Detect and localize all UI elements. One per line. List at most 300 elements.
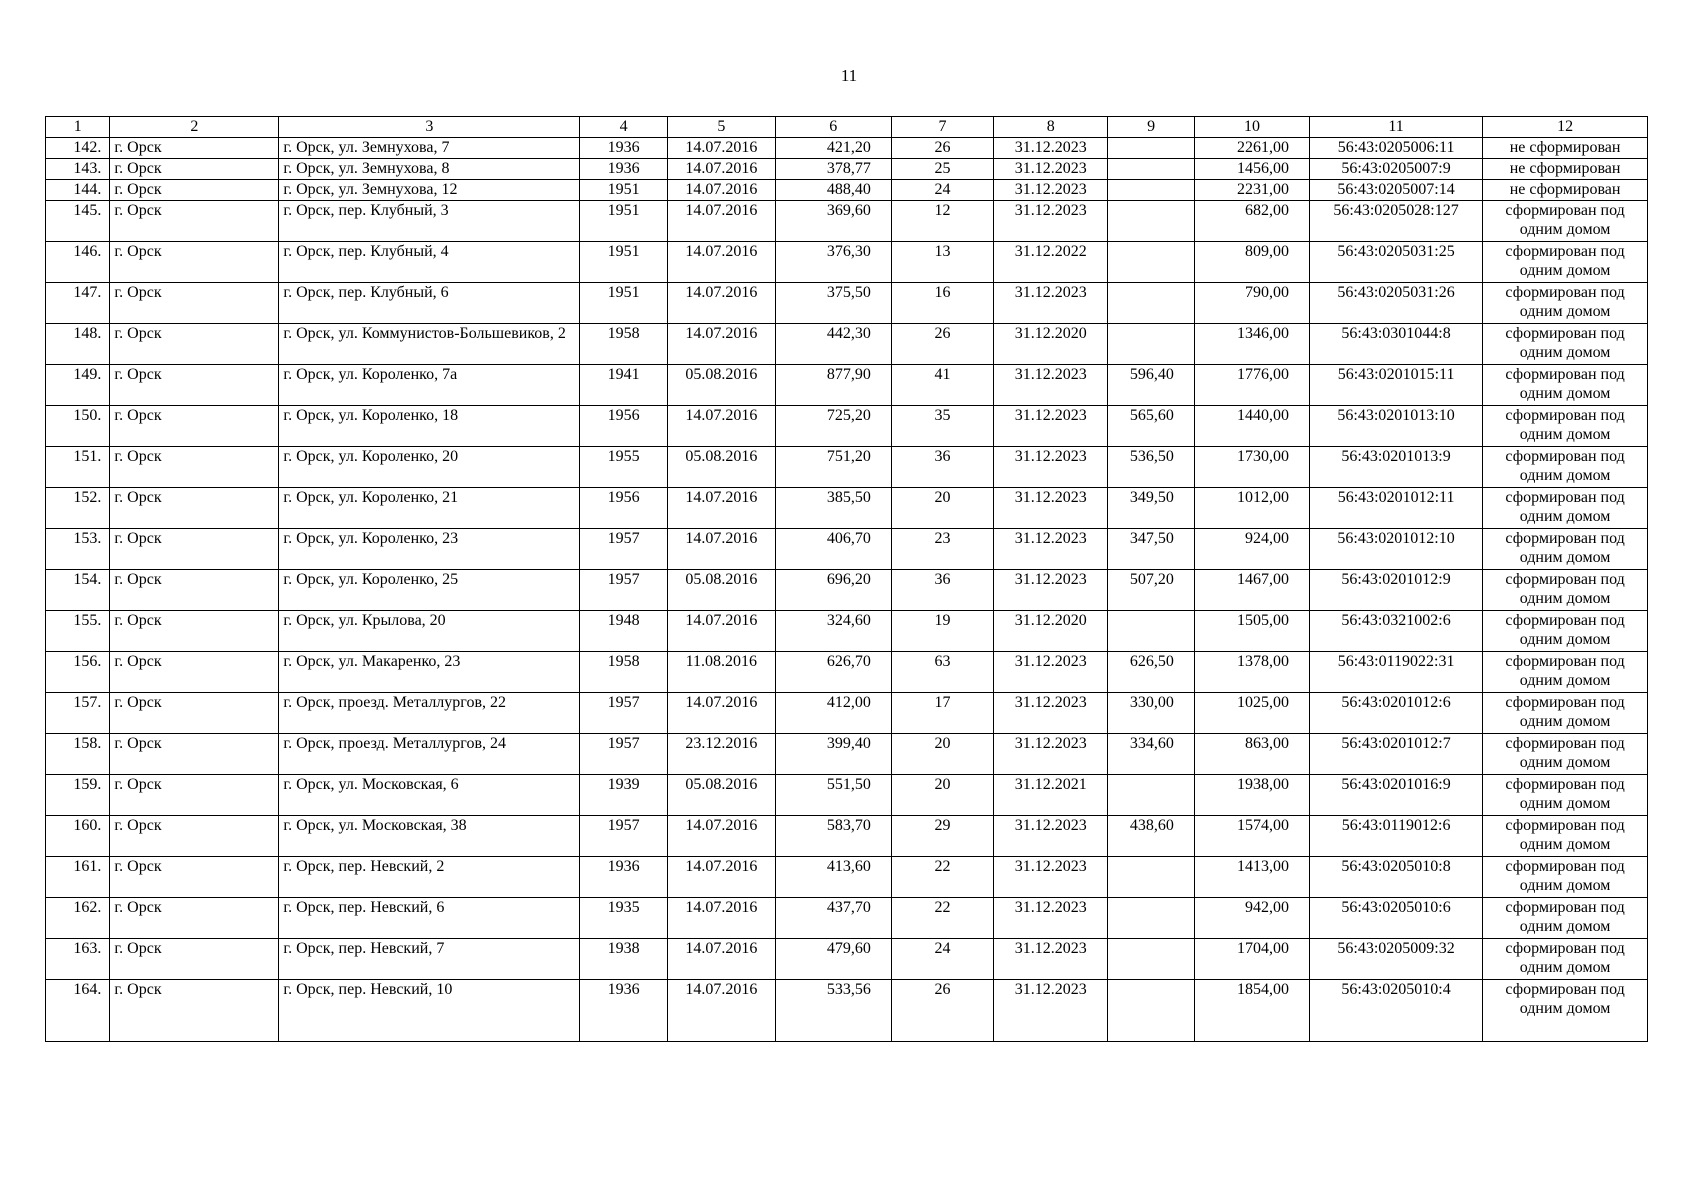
area-cell: 437,70 <box>775 898 891 939</box>
deadline-cell: 31.12.2023 <box>994 939 1108 980</box>
area-cell: 375,50 <box>775 283 891 324</box>
row-number-cell: 142. <box>46 138 110 159</box>
cadastral-number-cell: 56:43:0119022:31 <box>1309 652 1482 693</box>
table-row <box>46 611 1648 652</box>
row-number-cell: 149. <box>46 365 110 406</box>
deadline-cell: 31.12.2023 <box>994 529 1108 570</box>
table-row <box>46 775 1648 816</box>
column-header: 11 <box>1309 117 1482 138</box>
city-cell: г. Орск <box>110 324 279 365</box>
residents-count-cell: 22 <box>891 857 993 898</box>
table-row <box>46 365 1648 406</box>
table-row <box>46 693 1648 734</box>
deadline-cell: 31.12.2023 <box>994 180 1108 201</box>
address-cell: г. Орск, ул. Московская, 38 <box>279 816 580 857</box>
area-cell: 376,30 <box>775 242 891 283</box>
city-cell: г. Орск <box>110 488 279 529</box>
address-cell: г. Орск, ул. Короленко, 18 <box>279 406 580 447</box>
city-cell: г. Орск <box>110 898 279 939</box>
column-9-cell <box>1108 159 1195 180</box>
residents-count-cell: 12 <box>891 201 993 242</box>
residents-count-cell: 36 <box>891 570 993 611</box>
land-area-cell: 863,00 <box>1194 734 1309 775</box>
table-row <box>46 138 1648 159</box>
residents-count-cell: 16 <box>891 283 993 324</box>
residents-count-cell: 17 <box>891 693 993 734</box>
land-area-cell: 1505,00 <box>1194 611 1309 652</box>
land-status-cell: сформирован под одним домом <box>1483 324 1648 365</box>
table-row <box>46 283 1648 324</box>
table-row <box>46 406 1648 447</box>
table-row <box>46 939 1648 980</box>
column-9-cell <box>1108 242 1195 283</box>
address-cell: г. Орск, ул. Коммунистов-Большевиков, 2 <box>279 324 580 365</box>
row-number-cell: 163. <box>46 939 110 980</box>
column-9-cell: 334,60 <box>1108 734 1195 775</box>
address-cell: г. Орск, ул. Короленко, 7а <box>279 365 580 406</box>
city-cell: г. Орск <box>110 939 279 980</box>
city-cell: г. Орск <box>110 138 279 159</box>
table-row <box>46 324 1648 365</box>
land-status-cell: сформирован под одним домом <box>1483 611 1648 652</box>
row-number-cell: 148. <box>46 324 110 365</box>
land-status-cell: сформирован под одним домом <box>1483 857 1648 898</box>
table-row <box>46 734 1648 775</box>
deadline-cell: 31.12.2020 <box>994 324 1108 365</box>
deadline-cell: 31.12.2023 <box>994 201 1108 242</box>
deadline-cell: 31.12.2023 <box>994 857 1108 898</box>
row-number-cell: 156. <box>46 652 110 693</box>
row-number-cell: 151. <box>46 447 110 488</box>
land-status-cell: сформирован под одним домом <box>1483 406 1648 447</box>
land-status-cell: сформирован под одним домом <box>1483 201 1648 242</box>
date-cell: 11.08.2016 <box>667 652 775 693</box>
column-9-cell <box>1108 138 1195 159</box>
area-cell: 412,00 <box>775 693 891 734</box>
land-status-cell: сформирован под одним домом <box>1483 775 1648 816</box>
column-9-cell: 596,40 <box>1108 365 1195 406</box>
table-row <box>46 816 1648 857</box>
land-area-cell: 942,00 <box>1194 898 1309 939</box>
land-status-cell: сформирован под одним домом <box>1483 898 1648 939</box>
table-row <box>46 529 1648 570</box>
cadastral-number-cell: 56:43:0205007:14 <box>1309 180 1482 201</box>
land-area-cell: 1012,00 <box>1194 488 1309 529</box>
city-cell: г. Орск <box>110 529 279 570</box>
area-cell: 421,20 <box>775 138 891 159</box>
column-9-cell: 438,60 <box>1108 816 1195 857</box>
column-9-cell: 565,60 <box>1108 406 1195 447</box>
area-cell: 378,77 <box>775 159 891 180</box>
area-cell: 877,90 <box>775 365 891 406</box>
date-cell: 05.08.2016 <box>667 447 775 488</box>
year-built-cell: 1936 <box>580 138 668 159</box>
cadastral-number-cell: 56:43:0205010:4 <box>1309 980 1482 1042</box>
date-cell: 14.07.2016 <box>667 180 775 201</box>
year-built-cell: 1957 <box>580 529 668 570</box>
date-cell: 14.07.2016 <box>667 324 775 365</box>
year-built-cell: 1957 <box>580 693 668 734</box>
column-header: 3 <box>279 117 580 138</box>
land-status-cell: сформирован под одним домом <box>1483 816 1648 857</box>
land-status-cell: сформирован под одним домом <box>1483 283 1648 324</box>
row-number-cell: 143. <box>46 159 110 180</box>
city-cell: г. Орск <box>110 611 279 652</box>
land-area-cell: 1938,00 <box>1194 775 1309 816</box>
land-area-cell: 682,00 <box>1194 201 1309 242</box>
address-cell: г. Орск, проезд. Металлургов, 24 <box>279 734 580 775</box>
year-built-cell: 1957 <box>580 734 668 775</box>
year-built-cell: 1936 <box>580 857 668 898</box>
year-built-cell: 1951 <box>580 283 668 324</box>
table-row <box>46 652 1648 693</box>
cadastral-number-cell: 56:43:0205006:11 <box>1309 138 1482 159</box>
column-header: 2 <box>110 117 279 138</box>
land-area-cell: 1413,00 <box>1194 857 1309 898</box>
city-cell: г. Орск <box>110 816 279 857</box>
residents-count-cell: 20 <box>891 775 993 816</box>
residents-count-cell: 13 <box>891 242 993 283</box>
date-cell: 14.07.2016 <box>667 857 775 898</box>
column-9-cell <box>1108 180 1195 201</box>
row-number-cell: 154. <box>46 570 110 611</box>
residents-count-cell: 35 <box>891 406 993 447</box>
year-built-cell: 1939 <box>580 775 668 816</box>
address-cell: г. Орск, ул. Короленко, 25 <box>279 570 580 611</box>
date-cell: 14.07.2016 <box>667 488 775 529</box>
address-cell: г. Орск, ул. Короленко, 23 <box>279 529 580 570</box>
date-cell: 05.08.2016 <box>667 570 775 611</box>
land-status-cell: не сформирован <box>1483 159 1648 180</box>
deadline-cell: 31.12.2023 <box>994 283 1108 324</box>
land-status-cell: сформирован под одним домом <box>1483 529 1648 570</box>
cadastral-number-cell: 56:43:0201012:9 <box>1309 570 1482 611</box>
date-cell: 05.08.2016 <box>667 775 775 816</box>
land-area-cell: 2261,00 <box>1194 138 1309 159</box>
year-built-cell: 1951 <box>580 242 668 283</box>
area-cell: 324,60 <box>775 611 891 652</box>
deadline-cell: 31.12.2023 <box>994 159 1108 180</box>
year-built-cell: 1955 <box>580 447 668 488</box>
housing-registry-table <box>45 116 1648 1042</box>
row-number-cell: 144. <box>46 180 110 201</box>
city-cell: г. Орск <box>110 447 279 488</box>
column-9-cell <box>1108 939 1195 980</box>
city-cell: г. Орск <box>110 980 279 1042</box>
column-header: 8 <box>994 117 1108 138</box>
cadastral-number-cell: 56:43:0321002:6 <box>1309 611 1482 652</box>
residents-count-cell: 20 <box>891 734 993 775</box>
column-number-row <box>46 117 1648 138</box>
area-cell: 442,30 <box>775 324 891 365</box>
address-cell: г. Орск, ул. Короленко, 20 <box>279 447 580 488</box>
year-built-cell: 1956 <box>580 406 668 447</box>
column-9-cell: 349,50 <box>1108 488 1195 529</box>
residents-count-cell: 24 <box>891 180 993 201</box>
row-number-cell: 152. <box>46 488 110 529</box>
land-area-cell: 1440,00 <box>1194 406 1309 447</box>
row-number-cell: 159. <box>46 775 110 816</box>
city-cell: г. Орск <box>110 406 279 447</box>
cadastral-number-cell: 56:43:0205010:6 <box>1309 898 1482 939</box>
area-cell: 533,56 <box>775 980 891 1042</box>
city-cell: г. Орск <box>110 242 279 283</box>
cadastral-number-cell: 56:43:0205010:8 <box>1309 857 1482 898</box>
residents-count-cell: 29 <box>891 816 993 857</box>
deadline-cell: 31.12.2023 <box>994 138 1108 159</box>
address-cell: г. Орск, ул. Земнухова, 12 <box>279 180 580 201</box>
land-status-cell: не сформирован <box>1483 180 1648 201</box>
land-status-cell: сформирован под одним домом <box>1483 365 1648 406</box>
row-number-cell: 147. <box>46 283 110 324</box>
land-area-cell: 1854,00 <box>1194 980 1309 1042</box>
year-built-cell: 1948 <box>580 611 668 652</box>
column-9-cell: 330,00 <box>1108 693 1195 734</box>
residents-count-cell: 26 <box>891 138 993 159</box>
cadastral-number-cell: 56:43:0205031:26 <box>1309 283 1482 324</box>
column-9-cell <box>1108 283 1195 324</box>
address-cell: г. Орск, ул. Короленко, 21 <box>279 488 580 529</box>
cadastral-number-cell: 56:43:0201012:7 <box>1309 734 1482 775</box>
year-built-cell: 1957 <box>580 570 668 611</box>
column-9-cell: 507,20 <box>1108 570 1195 611</box>
deadline-cell: 31.12.2023 <box>994 365 1108 406</box>
city-cell: г. Орск <box>110 693 279 734</box>
deadline-cell: 31.12.2023 <box>994 447 1108 488</box>
column-header: 1 <box>46 117 110 138</box>
cadastral-number-cell: 56:43:0201016:9 <box>1309 775 1482 816</box>
row-number-cell: 160. <box>46 816 110 857</box>
date-cell: 14.07.2016 <box>667 898 775 939</box>
deadline-cell: 31.12.2023 <box>994 980 1108 1042</box>
land-area-cell: 2231,00 <box>1194 180 1309 201</box>
row-number-cell: 145. <box>46 201 110 242</box>
cadastral-number-cell: 56:43:0205009:32 <box>1309 939 1482 980</box>
table-row <box>46 857 1648 898</box>
year-built-cell: 1957 <box>580 816 668 857</box>
cadastral-number-cell: 56:43:0201012:6 <box>1309 693 1482 734</box>
date-cell: 14.07.2016 <box>667 939 775 980</box>
address-cell: г. Орск, пер. Клубный, 3 <box>279 201 580 242</box>
area-cell: 725,20 <box>775 406 891 447</box>
year-built-cell: 1951 <box>580 201 668 242</box>
column-9-cell <box>1108 980 1195 1042</box>
land-area-cell: 1456,00 <box>1194 159 1309 180</box>
land-status-cell: сформирован под одним домом <box>1483 734 1648 775</box>
land-status-cell: сформирован под одним домом <box>1483 488 1648 529</box>
cadastral-number-cell: 56:43:0205007:9 <box>1309 159 1482 180</box>
date-cell: 14.07.2016 <box>667 693 775 734</box>
year-built-cell: 1935 <box>580 898 668 939</box>
residents-count-cell: 26 <box>891 324 993 365</box>
table-row <box>46 159 1648 180</box>
land-area-cell: 1574,00 <box>1194 816 1309 857</box>
residents-count-cell: 41 <box>891 365 993 406</box>
column-header: 10 <box>1194 117 1309 138</box>
deadline-cell: 31.12.2023 <box>994 816 1108 857</box>
residents-count-cell: 63 <box>891 652 993 693</box>
address-cell: г. Орск, пер. Клубный, 6 <box>279 283 580 324</box>
address-cell: г. Орск, пер. Клубный, 4 <box>279 242 580 283</box>
cadastral-number-cell: 56:43:0119012:6 <box>1309 816 1482 857</box>
table-row <box>46 447 1648 488</box>
deadline-cell: 31.12.2023 <box>994 488 1108 529</box>
date-cell: 14.07.2016 <box>667 159 775 180</box>
cadastral-number-cell: 56:43:0205031:25 <box>1309 242 1482 283</box>
row-number-cell: 162. <box>46 898 110 939</box>
land-area-cell: 809,00 <box>1194 242 1309 283</box>
land-area-cell: 1346,00 <box>1194 324 1309 365</box>
row-number-cell: 158. <box>46 734 110 775</box>
year-built-cell: 1936 <box>580 980 668 1042</box>
land-status-cell: сформирован под одним домом <box>1483 570 1648 611</box>
land-area-cell: 1730,00 <box>1194 447 1309 488</box>
row-number-cell: 153. <box>46 529 110 570</box>
column-9-cell <box>1108 898 1195 939</box>
year-built-cell: 1951 <box>580 180 668 201</box>
date-cell: 14.07.2016 <box>667 283 775 324</box>
city-cell: г. Орск <box>110 775 279 816</box>
column-9-cell <box>1108 324 1195 365</box>
column-9-cell: 626,50 <box>1108 652 1195 693</box>
year-built-cell: 1941 <box>580 365 668 406</box>
year-built-cell: 1956 <box>580 488 668 529</box>
residents-count-cell: 24 <box>891 939 993 980</box>
column-9-cell <box>1108 611 1195 652</box>
address-cell: г. Орск, проезд. Металлургов, 22 <box>279 693 580 734</box>
deadline-cell: 31.12.2023 <box>994 693 1108 734</box>
area-cell: 583,70 <box>775 816 891 857</box>
area-cell: 385,50 <box>775 488 891 529</box>
column-9-cell <box>1108 857 1195 898</box>
column-header: 7 <box>891 117 993 138</box>
area-cell: 369,60 <box>775 201 891 242</box>
area-cell: 399,40 <box>775 734 891 775</box>
area-cell: 479,60 <box>775 939 891 980</box>
address-cell: г. Орск, пер. Невский, 6 <box>279 898 580 939</box>
cadastral-number-cell: 56:43:0201012:10 <box>1309 529 1482 570</box>
land-status-cell: сформирован под одним домом <box>1483 939 1648 980</box>
land-status-cell: сформирован под одним домом <box>1483 652 1648 693</box>
city-cell: г. Орск <box>110 283 279 324</box>
land-status-cell: сформирован под одним домом <box>1483 980 1648 1042</box>
land-status-cell: сформирован под одним домом <box>1483 242 1648 283</box>
table-row <box>46 201 1648 242</box>
city-cell: г. Орск <box>110 652 279 693</box>
deadline-cell: 31.12.2023 <box>994 652 1108 693</box>
area-cell: 551,50 <box>775 775 891 816</box>
date-cell: 05.08.2016 <box>667 365 775 406</box>
cadastral-number-cell: 56:43:0301044:8 <box>1309 324 1482 365</box>
city-cell: г. Орск <box>110 570 279 611</box>
area-cell: 406,70 <box>775 529 891 570</box>
table-row <box>46 488 1648 529</box>
deadline-cell: 31.12.2021 <box>994 775 1108 816</box>
deadline-cell: 31.12.2023 <box>994 570 1108 611</box>
cadastral-number-cell: 56:43:0201013:9 <box>1309 447 1482 488</box>
residents-count-cell: 36 <box>891 447 993 488</box>
deadline-cell: 31.12.2022 <box>994 242 1108 283</box>
land-area-cell: 790,00 <box>1194 283 1309 324</box>
land-area-cell: 924,00 <box>1194 529 1309 570</box>
column-9-cell: 536,50 <box>1108 447 1195 488</box>
column-9-cell <box>1108 775 1195 816</box>
column-header: 9 <box>1108 117 1195 138</box>
residents-count-cell: 19 <box>891 611 993 652</box>
row-number-cell: 150. <box>46 406 110 447</box>
city-cell: г. Орск <box>110 857 279 898</box>
date-cell: 23.12.2016 <box>667 734 775 775</box>
land-status-cell: сформирован под одним домом <box>1483 447 1648 488</box>
address-cell: г. Орск, ул. Земнухова, 8 <box>279 159 580 180</box>
table-row <box>46 180 1648 201</box>
deadline-cell: 31.12.2020 <box>994 611 1108 652</box>
row-number-cell: 155. <box>46 611 110 652</box>
cadastral-number-cell: 56:43:0201015:11 <box>1309 365 1482 406</box>
column-header: 5 <box>667 117 775 138</box>
date-cell: 14.07.2016 <box>667 980 775 1042</box>
address-cell: г. Орск, ул. Макаренко, 23 <box>279 652 580 693</box>
row-number-cell: 161. <box>46 857 110 898</box>
year-built-cell: 1938 <box>580 939 668 980</box>
date-cell: 14.07.2016 <box>667 406 775 447</box>
date-cell: 14.07.2016 <box>667 816 775 857</box>
city-cell: г. Орск <box>110 180 279 201</box>
column-header: 4 <box>580 117 668 138</box>
row-number-cell: 146. <box>46 242 110 283</box>
row-number-cell: 157. <box>46 693 110 734</box>
city-cell: г. Орск <box>110 159 279 180</box>
table-row <box>46 980 1648 1042</box>
residents-count-cell: 20 <box>891 488 993 529</box>
address-cell: г. Орск, ул. Крылова, 20 <box>279 611 580 652</box>
deadline-cell: 31.12.2023 <box>994 898 1108 939</box>
area-cell: 626,70 <box>775 652 891 693</box>
land-area-cell: 1704,00 <box>1194 939 1309 980</box>
table-row <box>46 898 1648 939</box>
column-header: 12 <box>1483 117 1648 138</box>
year-built-cell: 1958 <box>580 324 668 365</box>
land-area-cell: 1467,00 <box>1194 570 1309 611</box>
city-cell: г. Орск <box>110 201 279 242</box>
column-header: 6 <box>775 117 891 138</box>
land-status-cell: сформирован под одним домом <box>1483 693 1648 734</box>
date-cell: 14.07.2016 <box>667 201 775 242</box>
table-row <box>46 570 1648 611</box>
deadline-cell: 31.12.2023 <box>994 406 1108 447</box>
date-cell: 14.07.2016 <box>667 611 775 652</box>
cadastral-number-cell: 56:43:0201013:10 <box>1309 406 1482 447</box>
area-cell: 696,20 <box>775 570 891 611</box>
land-area-cell: 1378,00 <box>1194 652 1309 693</box>
address-cell: г. Орск, пер. Невский, 10 <box>279 980 580 1042</box>
city-cell: г. Орск <box>110 365 279 406</box>
address-cell: г. Орск, пер. Невский, 7 <box>279 939 580 980</box>
residents-count-cell: 23 <box>891 529 993 570</box>
date-cell: 14.07.2016 <box>667 242 775 283</box>
land-area-cell: 1776,00 <box>1194 365 1309 406</box>
year-built-cell: 1936 <box>580 159 668 180</box>
table-row <box>46 242 1648 283</box>
address-cell: г. Орск, пер. Невский, 2 <box>279 857 580 898</box>
address-cell: г. Орск, ул. Земнухова, 7 <box>279 138 580 159</box>
address-cell: г. Орск, ул. Московская, 6 <box>279 775 580 816</box>
land-status-cell: не сформирован <box>1483 138 1648 159</box>
cadastral-number-cell: 56:43:0205028:127 <box>1309 201 1482 242</box>
residents-count-cell: 26 <box>891 980 993 1042</box>
cadastral-number-cell: 56:43:0201012:11 <box>1309 488 1482 529</box>
area-cell: 413,60 <box>775 857 891 898</box>
